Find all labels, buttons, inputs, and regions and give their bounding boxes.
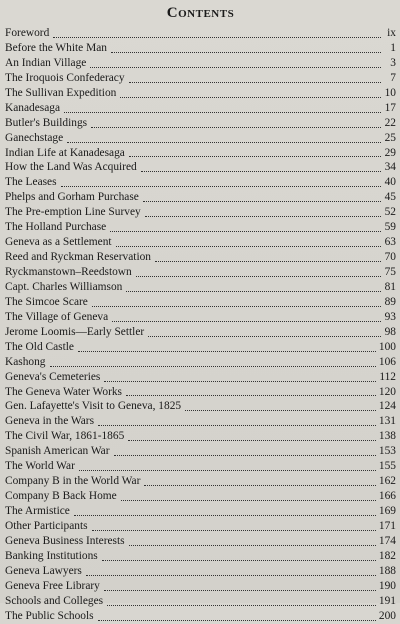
dot-leader	[144, 485, 376, 486]
toc-entry-page-number: 138	[378, 430, 396, 443]
toc-entry-title: Foreword	[5, 27, 50, 39]
toc-entry-page-number: 81	[384, 280, 396, 293]
toc-entry	[5, 534, 396, 549]
toc-entry	[5, 459, 396, 474]
dot-leader	[185, 410, 376, 411]
toc-entry-page-number: 155	[378, 460, 396, 473]
toc-entry	[5, 355, 396, 370]
toc-entry	[5, 41, 396, 56]
dot-leader	[91, 127, 381, 128]
dot-leader	[98, 425, 376, 426]
toc-entry-page-number: 3	[390, 56, 396, 69]
toc-entry	[5, 399, 396, 414]
toc-entry-page-number: 153	[378, 445, 396, 458]
toc-entry-page-number: 166	[378, 490, 396, 503]
toc-entry	[5, 489, 396, 504]
toc-entry-page-number: 93	[384, 310, 396, 323]
toc-entry-title: The Geneva Water Works	[5, 385, 122, 398]
toc-entry	[5, 564, 396, 579]
toc-entry-page-number: 22	[384, 116, 396, 129]
dot-leader	[141, 171, 381, 172]
toc-entry-page-number: 1	[390, 41, 396, 54]
page-title: Contents	[166, 5, 235, 21]
toc-entry-title: An Indian Village	[5, 56, 87, 69]
toc-entry-page-number: 191	[378, 594, 396, 607]
toc-entry	[5, 594, 396, 609]
toc-entry-title: The Armistice	[5, 505, 70, 517]
toc-entry-title: Before the White Man	[5, 41, 107, 54]
dot-leader	[114, 455, 376, 456]
dot-leader	[126, 291, 381, 292]
dot-leader	[148, 336, 381, 337]
toc-entry-title: The Pre-emption Line Survey	[5, 206, 141, 219]
toc-entry	[5, 250, 396, 265]
toc-entry	[5, 160, 396, 175]
toc-entry-title: Reed and Ryckman Reservation	[5, 251, 151, 264]
toc-entry-title: Gen. Lafayette's Visit to Geneva, 1825	[5, 400, 182, 413]
toc-entry-page-number: 112	[379, 370, 396, 383]
toc-entry	[5, 26, 396, 41]
toc-entry	[5, 205, 396, 220]
toc-entry-page-number: 63	[384, 236, 396, 249]
toc-entry-title: Spanish American War	[5, 445, 110, 458]
toc-entry-page-number: 10	[384, 86, 396, 99]
toc-entry-page-number: 59	[384, 221, 396, 234]
toc-entry	[5, 71, 396, 86]
toc-entry	[5, 101, 396, 116]
toc-entry-title: Ryckmanstown–Reedstown	[5, 266, 132, 278]
toc-entry-page-number: 120	[378, 385, 396, 398]
toc-entry	[5, 235, 396, 250]
toc-entry-title: Geneva as a Settlement	[5, 236, 112, 249]
toc-entry	[5, 56, 396, 71]
toc-entry-title: The Public Schools	[5, 609, 94, 622]
toc-entry	[5, 414, 396, 429]
dot-leader	[98, 620, 376, 621]
toc-entry-title: Geneva's Cemeteries	[5, 370, 101, 383]
toc-entry-page-number: 40	[384, 176, 396, 189]
toc-entry-title: Geneva in the Wars	[5, 415, 95, 428]
dot-leader	[129, 82, 381, 83]
toc-entry	[5, 265, 396, 280]
toc-entry-title: Schools and Colleges	[5, 594, 104, 607]
toc-entry-title: The Civil War, 1861-1865	[5, 430, 125, 443]
toc-entry-page-number: 171	[378, 519, 396, 532]
toc-entry-title: Jerome Loomis—Early Settler	[5, 325, 145, 338]
toc-entry	[5, 280, 396, 295]
dot-leader	[116, 246, 381, 247]
toc-entry-title: Geneva Lawyers	[5, 564, 82, 577]
toc-entry-title: Kashong	[5, 355, 46, 368]
dot-leader	[126, 395, 376, 396]
toc-entry	[5, 340, 396, 355]
toc-entry-title: The Sullivan Expedition	[5, 86, 117, 99]
toc-entry-title: The Iroquois Confederacy	[5, 71, 125, 84]
toc-entry-title: Company B Back Home	[5, 490, 117, 503]
toc-entry-title: Geneva Free Library	[5, 579, 100, 592]
toc-entry-title: Banking Institutions	[5, 549, 98, 562]
dot-leader	[112, 321, 381, 322]
toc-entry-page-number: 29	[384, 146, 396, 159]
dot-leader	[61, 186, 381, 187]
toc-entry-page-number: 190	[378, 579, 396, 592]
toc-entry-page-number: 34	[384, 161, 396, 174]
toc-entry	[5, 175, 396, 190]
toc-entry-title: Company B in the World War	[5, 475, 141, 488]
toc-entry-page-number: 7	[390, 71, 396, 84]
dot-leader	[136, 276, 381, 277]
toc-entry	[5, 444, 396, 459]
dot-leader	[111, 52, 381, 53]
toc-entry	[5, 220, 396, 235]
dot-leader	[145, 216, 381, 217]
toc-entry	[5, 519, 396, 534]
toc-entry	[5, 504, 396, 519]
toc-entry-page-number: ix	[387, 27, 396, 39]
dot-leader	[79, 470, 376, 471]
toc-entry	[5, 549, 396, 564]
dot-leader	[143, 201, 381, 202]
toc-entry-page-number: 188	[378, 564, 396, 577]
toc-entry	[5, 116, 396, 131]
toc-entry-page-number: 200	[378, 609, 396, 622]
toc-entry-title: Phelps and Gorham Purchase	[5, 191, 139, 204]
dot-leader	[128, 440, 376, 441]
dot-leader	[129, 156, 381, 157]
toc-entry-title: Indian Life at Kanadesaga	[5, 146, 125, 159]
toc-entry-page-number: 70	[384, 251, 396, 264]
toc-entry-title: Butler's Buildings	[5, 116, 88, 129]
toc-entry-title: The Village of Geneva	[5, 310, 109, 323]
toc-entry	[5, 609, 396, 624]
toc-entry	[5, 474, 396, 489]
toc-entry-page-number: 182	[378, 549, 396, 562]
toc-entry-page-number: 45	[384, 191, 396, 204]
toc-entry	[5, 579, 396, 594]
toc-entry	[5, 190, 396, 205]
toc-entry-title: How the Land Was Acquired	[5, 161, 137, 174]
dot-leader	[102, 560, 376, 561]
toc-entry	[5, 86, 396, 101]
toc-entry	[5, 429, 396, 444]
dot-leader	[86, 575, 376, 576]
dot-leader	[121, 500, 376, 501]
dot-leader	[78, 351, 376, 352]
toc-entry-page-number: 106	[378, 355, 396, 368]
toc-entry-page-number: 162	[378, 475, 396, 488]
toc-entry-title: Ganechstage	[5, 131, 64, 144]
toc-entry-title: Kanadesaga	[5, 101, 61, 114]
toc-entry-page-number: 174	[378, 534, 396, 547]
toc-entry	[5, 131, 396, 146]
toc-entry	[5, 370, 396, 385]
dot-leader	[155, 261, 381, 262]
toc-entry-title: Capt. Charles Williamson	[5, 280, 123, 293]
dot-leader	[120, 97, 381, 98]
table-of-contents	[5, 26, 396, 624]
dot-leader	[74, 515, 376, 516]
dot-leader	[64, 112, 381, 113]
toc-entry	[5, 325, 396, 340]
toc-entry-page-number: 25	[384, 131, 396, 144]
toc-entry-page-number: 131	[378, 415, 396, 428]
toc-entry-page-number: 52	[384, 206, 396, 219]
toc-entry-page-number: 17	[384, 101, 396, 114]
toc-entry-title: The Leases	[5, 176, 57, 189]
dot-leader	[92, 306, 381, 307]
toc-entry-title: The Holland Purchase	[5, 221, 107, 234]
toc-entry-title: The Simcoe Scare	[5, 295, 88, 308]
toc-entry-page-number: 169	[378, 505, 396, 517]
dot-leader	[129, 545, 376, 546]
dot-leader	[90, 67, 381, 68]
dot-leader	[110, 231, 381, 232]
toc-entry	[5, 385, 396, 400]
toc-entry	[5, 146, 396, 161]
toc-entry-page-number: 100	[378, 340, 396, 353]
toc-entry-page-number: 124	[378, 400, 396, 413]
toc-entry-page-number: 89	[384, 295, 396, 308]
dot-leader	[107, 605, 376, 606]
toc-entry	[5, 310, 396, 325]
dot-leader	[53, 37, 381, 38]
dot-leader	[67, 142, 381, 143]
dot-leader	[92, 530, 376, 531]
toc-entry	[5, 295, 396, 310]
dot-leader	[104, 381, 376, 382]
toc-entry-title: Other Participants	[5, 519, 88, 532]
dot-leader	[50, 366, 376, 367]
toc-entry-page-number: 75	[384, 266, 396, 278]
toc-entry-page-number: 98	[384, 325, 396, 338]
dot-leader	[104, 590, 376, 591]
toc-entry-title: The Old Castle	[5, 340, 74, 353]
toc-entry-title: The World War	[5, 460, 75, 473]
toc-entry-title: Geneva Business Interests	[5, 534, 125, 547]
